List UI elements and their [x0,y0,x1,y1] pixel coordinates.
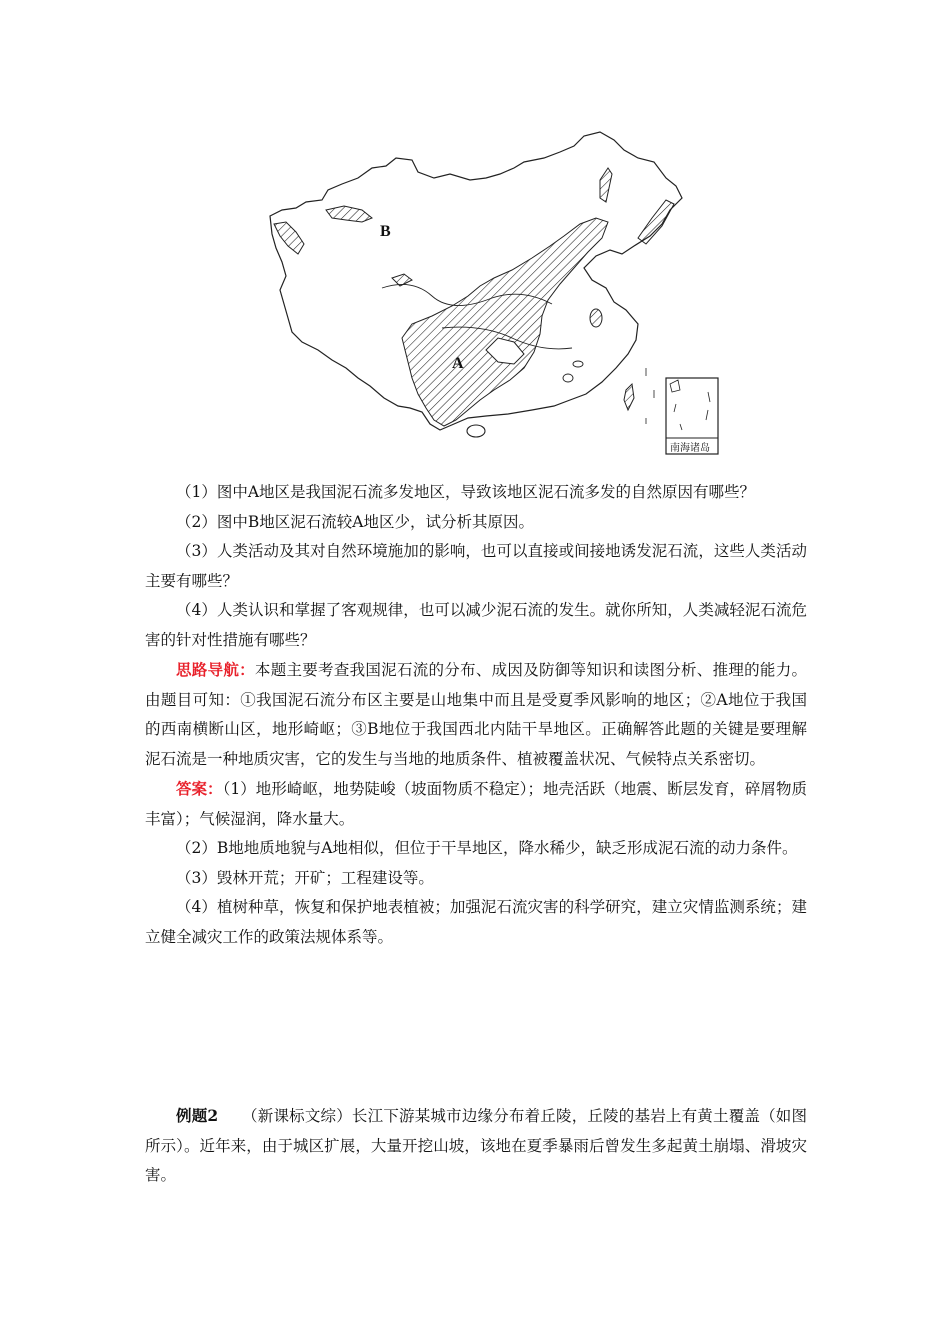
answer-paragraph-1 [145,774,807,834]
china-debris-flow-map [262,128,722,458]
answer-item-1: （1）地形崎岖，地势陡峻（坡面物质不稳定）；地壳活跃（地震、断层发育，碎屑物质丰富）；气候湿润，降水量大。 [145,780,807,828]
map-label-b: B [380,223,391,240]
example-2-label: 例题2 [176,1106,219,1125]
question-3: （3）人类活动及其对自然环境施加的影响，也可以直接或间接地诱发泥石流，这些人类活动主要有哪些？ [145,542,807,590]
answer-item-4: （4）植树种草，恢复和保护地表植被；加强泥石流灾害的科学研究，建立灾情监测系统；建立健全减灾工作的政策法规体系等。 [145,898,807,946]
analysis-label: 思路导航： [176,660,255,679]
inset-label: 南海诸岛 [670,443,710,454]
answer-item-3: （3）毁林开荒；开矿；工程建设等。 [176,868,434,887]
example-2-block [145,1101,807,1191]
map-label-a: A [452,355,464,372]
question-block [145,478,807,952]
analysis-text: 本题主要考查我国泥石流的分布、成因及防御等知识和读图分析、推理的能力。由题目可知：①我国泥石流分布区主要是山地集中而且是受夏季风影响的地区；②A地位于我国的西南横断山区，地形崎岖；③B地位于我国西北内陆干旱地区。正确解答此题的关键是要理解泥石流是一种地质灾害，它的发生与当地的地质条件、植被覆盖状况、气候特点关系密切。 [145,661,807,768]
analysis-paragraph [145,655,807,774]
question-1: （1）图中A地区是我国泥石流多发地区，导致该地区泥石流多发的自然原因有哪些？ [176,483,756,501]
example-2-text: （新课标文综）长江下游某城市边缘分布着丘陵，丘陵的基岩上有黄土覆盖（如图所示）。近年来，由于城区扩展，大量开挖山坡，该地在夏季暴雨后曾发生多起黄土崩塌、滑坡灾害。 [145,1107,807,1184]
question-2: （2）图中B地区泥石流较A地区少，试分析其原因。 [176,512,534,531]
example-2-paragraph [145,1101,807,1191]
question-4: （4）人类认识和掌握了客观规律，也可以减少泥石流的发生。就你所知，人类减轻泥石流危害的针对性措施有哪些？ [145,601,807,649]
answer-item-2: （2）B地地质地貌与A地相似，但位于干旱地区，降水稀少，缺乏形成泥石流的动力条件。 [176,839,798,857]
answer-label: 答案： [176,779,223,798]
